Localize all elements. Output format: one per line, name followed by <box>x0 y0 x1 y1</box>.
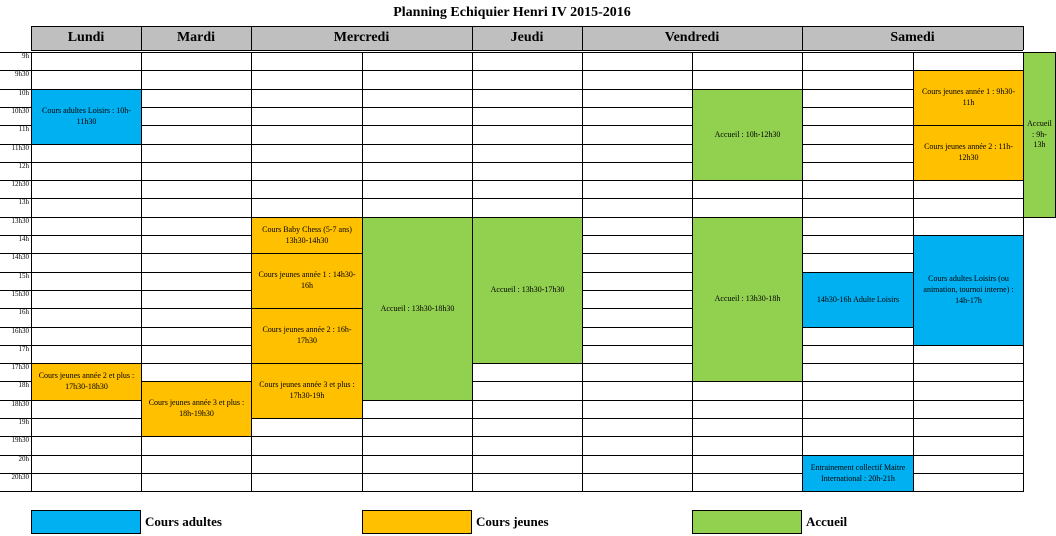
time-label: 14h30 <box>11 253 29 262</box>
time-label: 15h <box>18 271 29 280</box>
grid-row-line <box>0 125 1024 126</box>
time-label: 19h <box>18 418 29 426</box>
event-accueil: Accueil : 9h-13h <box>1023 52 1056 218</box>
time-label: 19h30 <box>11 436 29 445</box>
day-header: Jeudi <box>510 30 544 45</box>
legend-label-adultes: Cours adultes <box>145 514 222 529</box>
time-label: 13h30 <box>11 216 29 225</box>
event-jeunes: Cours jeunes année 2 et plus : 17h30-18h30 <box>31 363 142 401</box>
header-border <box>31 26 1023 27</box>
header-divider <box>582 26 583 50</box>
time-label: 18h <box>18 381 29 390</box>
time-label: 16h30 <box>11 326 29 335</box>
time-label: 16h <box>18 308 29 317</box>
grid-row-line <box>0 162 1024 163</box>
legend-swatch-adultes <box>31 510 141 534</box>
grid-row-line <box>0 107 1024 108</box>
time-label: 20h <box>18 454 29 463</box>
event-jeunes: Cours jeunes année 3 et plus : 17h30-19h <box>251 363 363 419</box>
time-label: 10h30 <box>11 106 29 115</box>
legend-label-accueil: Accueil <box>806 514 848 529</box>
event-jeunes: Cours jeunes année 1 : 14h30-16h <box>251 253 363 309</box>
day-header: Mardi <box>176 30 216 45</box>
header-divider <box>472 26 473 50</box>
legend-swatch-jeunes <box>362 510 472 534</box>
header-divider <box>141 26 142 50</box>
time-label: 13h <box>18 198 29 207</box>
day-header: Mercredi <box>333 30 390 45</box>
header-border <box>31 50 1023 51</box>
event-accueil: Accueil : 10h-12h30 <box>692 89 803 181</box>
event-jeunes: Cours jeunes année 1 : 9h30-11h <box>913 70 1024 126</box>
event-jeunes: Cours jeunes année 2 : 11h-12h30 <box>913 125 1024 181</box>
header-divider <box>31 26 32 50</box>
time-label: 9h30 <box>15 70 29 79</box>
header-divider <box>251 26 252 50</box>
day-header: Lundi <box>67 30 105 45</box>
page-title: Planning Echiquier Henri IV 2015-2016 <box>393 5 631 20</box>
event-accueil: Accueil : 13h30-18h <box>692 217 803 382</box>
day-header: Samedi <box>890 30 935 45</box>
header-divider <box>802 26 803 50</box>
time-label: 20h30 <box>11 472 29 481</box>
time-label: 11h <box>18 125 29 134</box>
legend-label-jeunes: Cours jeunes <box>476 514 549 529</box>
grid-row-line <box>0 144 1024 145</box>
day-header: Vendredi <box>664 30 720 45</box>
time-label: 14h <box>18 235 29 243</box>
event-adultes: Cours adultes Loisirs (ou animation, tournoi interne) : 14h-17h <box>913 235 1024 346</box>
time-label: 17h <box>18 344 29 353</box>
event-adultes: Cours adultes Loisirs : 10h-11h30 <box>31 89 142 145</box>
event-jeunes: Cours jeunes année 3 et plus : 18h-19h30 <box>141 381 252 437</box>
time-label: 10h <box>18 88 29 97</box>
grid-row-line <box>0 52 1024 53</box>
time-label: 15h30 <box>11 289 29 298</box>
event-accueil: Accueil : 13h30-18h30 <box>362 217 473 401</box>
grid-row-line <box>0 198 1024 199</box>
header-divider <box>1023 26 1024 50</box>
event-adultes: Entrainement collectif Maitre International : 20h-21h <box>802 455 914 492</box>
grid-row-line <box>0 180 1024 181</box>
event-adultes: 14h30-16h Adulte Loisirs <box>802 272 914 328</box>
time-label: 12h30 <box>11 180 29 189</box>
time-label: 11h30 <box>11 143 29 152</box>
grid-row-line <box>0 70 1024 71</box>
time-label: 12h <box>18 161 29 170</box>
event-accueil: Accueil : 13h30-17h30 <box>472 217 583 364</box>
time-label: 9h <box>22 52 29 60</box>
grid-row-line <box>0 89 1024 90</box>
event-jeunes: Cours Baby Chess (5-7 ans) 13h30-14h30 <box>251 217 363 254</box>
time-label: 18h30 <box>11 399 29 408</box>
time-label: 17h30 <box>11 363 29 372</box>
legend-swatch-accueil <box>692 510 802 534</box>
event-jeunes: Cours jeunes année 2 : 16h-17h30 <box>251 308 363 364</box>
